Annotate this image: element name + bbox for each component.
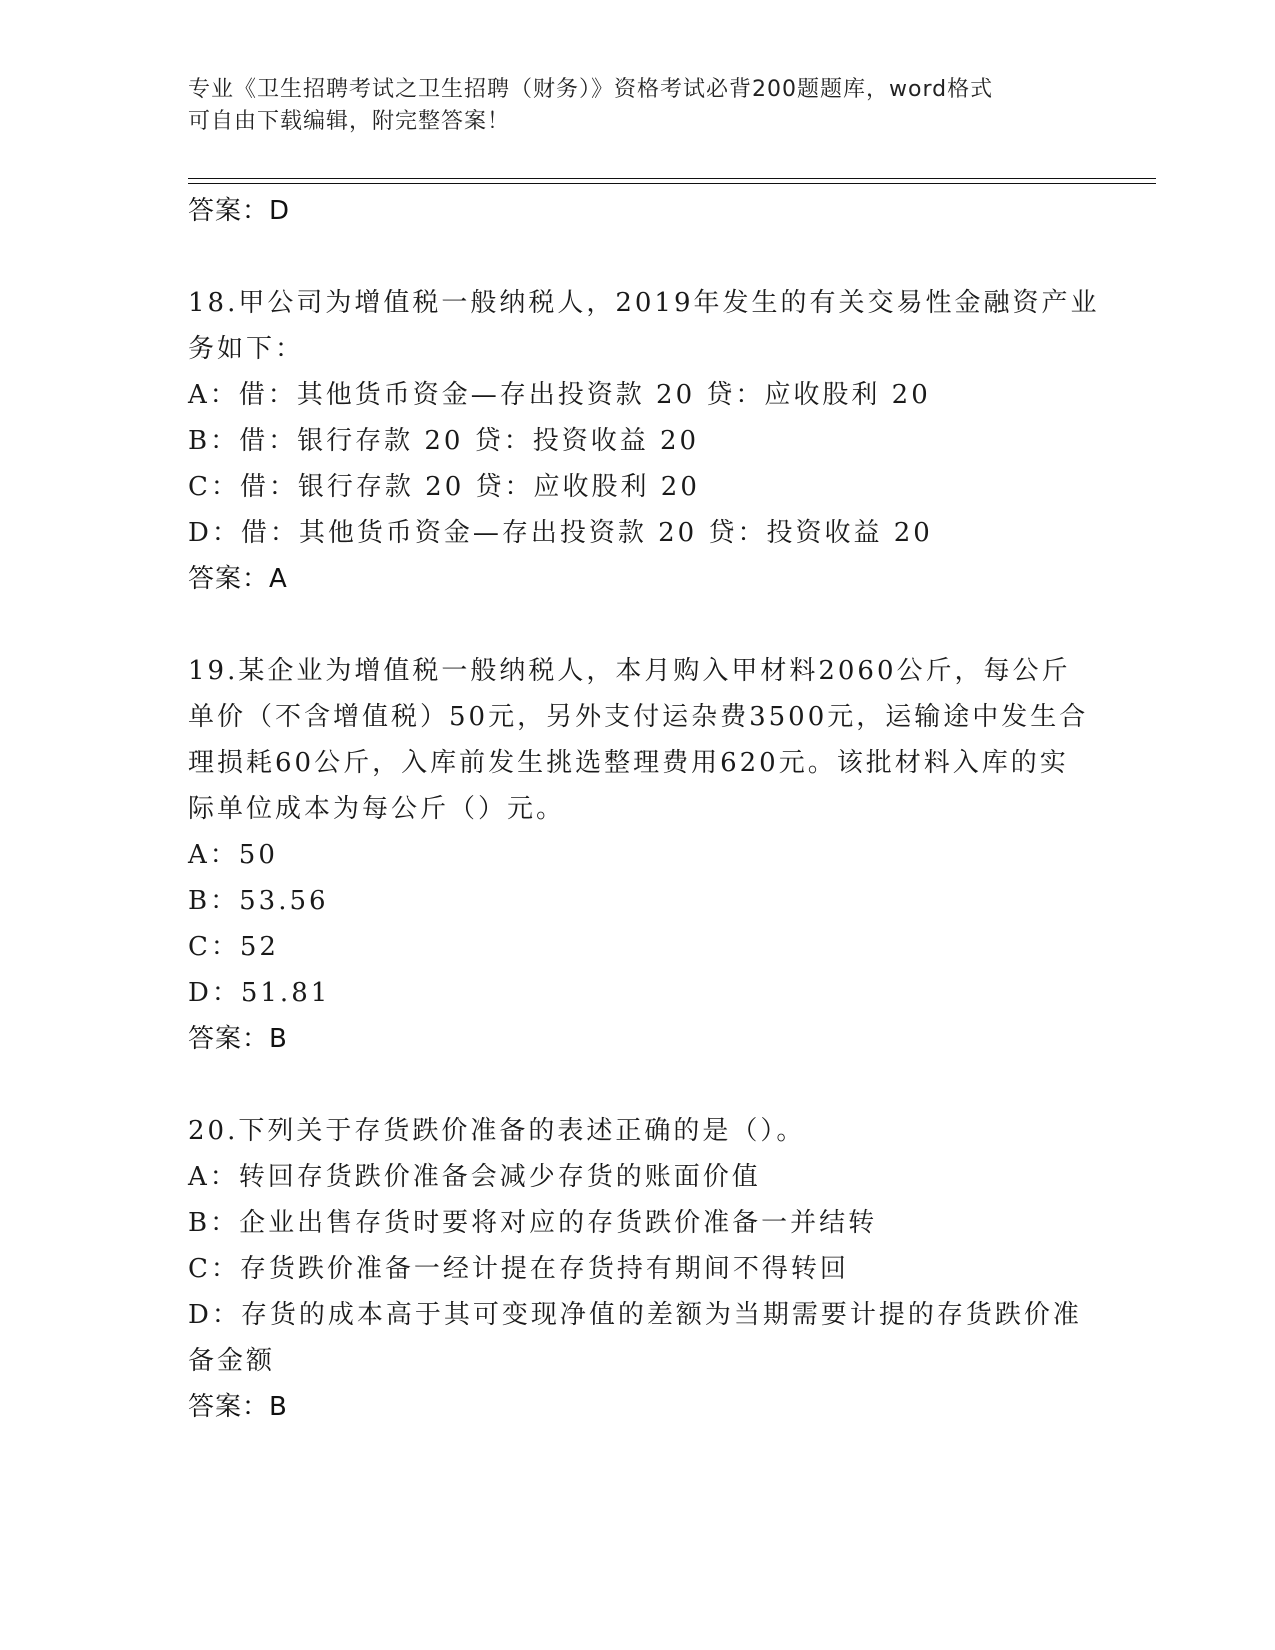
spacer <box>188 1062 1088 1108</box>
question-stem-line: 19.某企业为增值税一般纳税人，本月购入甲材料2060公斤，每公斤 <box>188 656 1071 686</box>
option-a: A：转回存货跌价准备会减少存货的账面价值 <box>188 1162 761 1192</box>
option-d: D：借：其他货币资金—存出投资款 20 贷：投资收益 20 <box>188 518 933 548</box>
answer: 答案：B <box>188 1392 288 1422</box>
option-a: A：借：其他货币资金—存出投资款 20 贷：应收股利 20 <box>188 380 931 410</box>
question-stem-line: 18.甲公司为增值税一般纳税人，2019年发生的有关交易性金融资产业 <box>188 288 1100 318</box>
answer: 答案：A <box>188 564 288 594</box>
option-b: B：53.56 <box>188 886 329 916</box>
previous-answer: 答案：D <box>188 196 291 226</box>
spacer <box>188 602 1088 648</box>
question-stem-line: 20.下列关于存货跌价准备的表述正确的是（）。 <box>188 1116 806 1146</box>
option-b: B：借：银行存款 20 贷：投资收益 20 <box>188 426 700 456</box>
option-a: A：50 <box>188 840 278 870</box>
question-stem-line: 务如下： <box>188 334 305 364</box>
question-stem-line: 理损耗60公斤，入库前发生挑选整理费用620元。该批材料入库的实 <box>188 748 1069 778</box>
header-divider-top <box>188 178 1156 179</box>
question-20 <box>188 1108 1088 1430</box>
option-c: C：借：银行存款 20 贷：应收股利 20 <box>188 472 700 502</box>
answer: 答案：B <box>188 1024 288 1054</box>
question-18 <box>188 280 1100 602</box>
option-d-continued: 备金额 <box>188 1346 276 1376</box>
spacer <box>188 234 1088 280</box>
option-d: D：51.81 <box>188 978 331 1008</box>
header-line-1: 专业《卫生招聘考试之卫生招聘（财务）》资格考试必背200题题库，word格式 <box>188 77 994 102</box>
option-d: D：存货的成本高于其可变现净值的差额为当期需要计提的存货跌价准 <box>188 1300 1082 1330</box>
document-header <box>188 74 1068 138</box>
header-divider-bottom <box>188 183 1156 184</box>
question-stem-line: 际单位成本为每公斤（）元。 <box>188 794 566 824</box>
question-19 <box>188 648 1088 1062</box>
question-stem-line: 单价（不含增值税）50元，另外支付运杂费3500元，运输途中发生合 <box>188 702 1089 732</box>
option-c: C：52 <box>188 932 279 962</box>
option-c: C：存货跌价准备一经计提在存货持有期间不得转回 <box>188 1254 849 1284</box>
header-line-2: 可自由下载编辑，附完整答案！ <box>188 109 511 134</box>
question-list <box>188 188 1100 1430</box>
option-b: B：企业出售存货时要将对应的存货跌价准备一并结转 <box>188 1208 878 1238</box>
